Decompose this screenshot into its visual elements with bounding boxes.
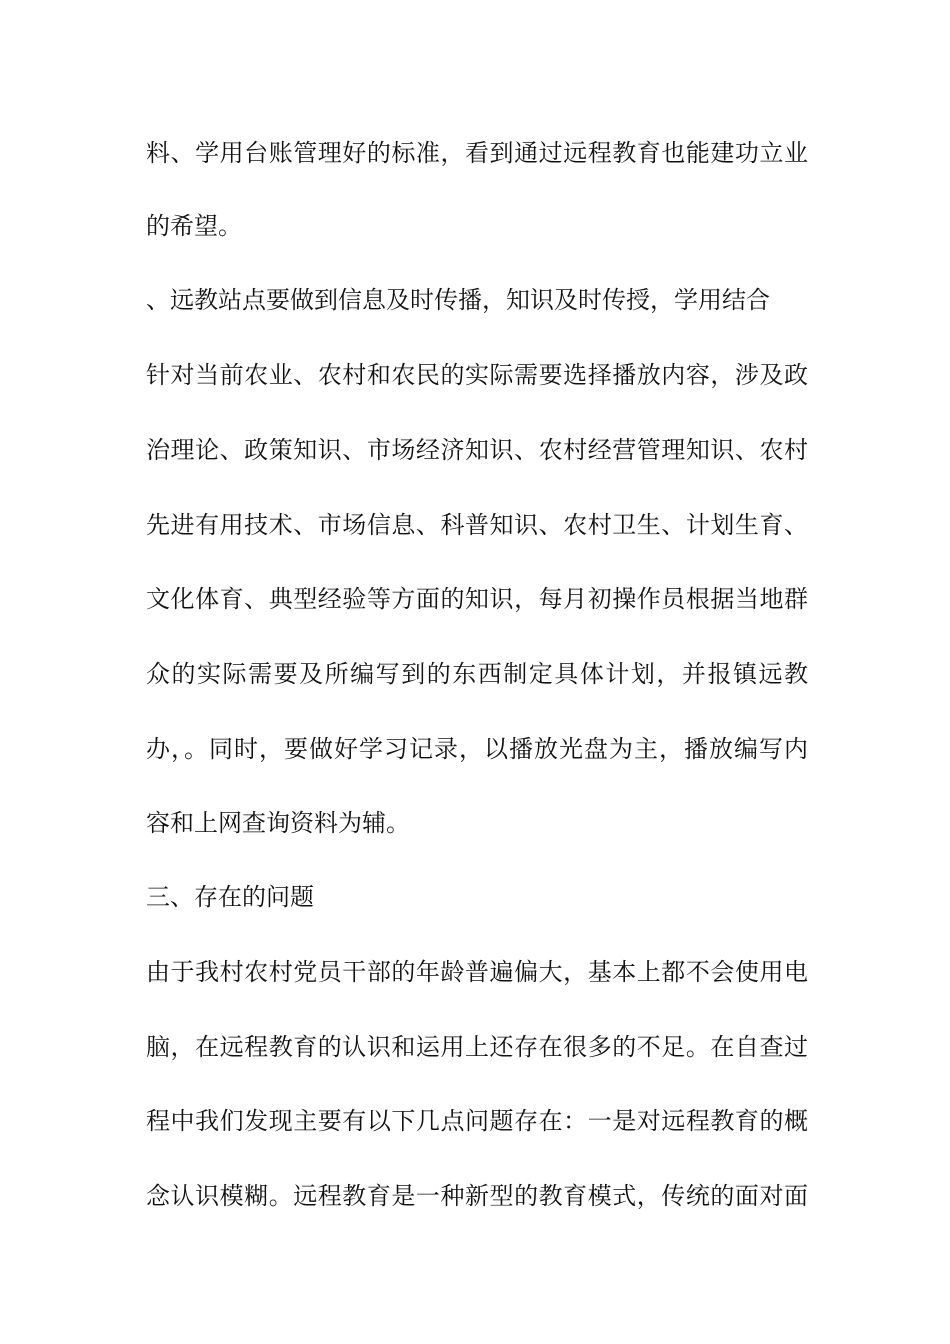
section-heading: 三、存在的问题 bbox=[146, 883, 314, 911]
text-line: 文化体育、典型经验等方面的知识，每月初操作员根据当地群 bbox=[146, 585, 808, 613]
text-line: 料、学用台账管理好的标准，看到通过远程教育也能建功立业 bbox=[146, 139, 808, 167]
text-line: 治理论、政策知识、市场经济知识、农村经营管理知识、农村 bbox=[146, 436, 808, 464]
text-line: 众的实际需要及所编写到的东西制定具体计划，并报镇远教 bbox=[146, 660, 808, 688]
text-line: 念认识模糊。远程教育是一种新型的教育模式，传统的面对面 bbox=[146, 1182, 808, 1210]
text-line: 脑，在远程教育的认识和运用上还存在很多的不足。在自查过 bbox=[146, 1033, 808, 1061]
text-line: 的希望。 bbox=[146, 212, 242, 240]
text-line: 、远教站点要做到信息及时传播，知识及时传授，学用结合 bbox=[146, 286, 770, 314]
text-line: 程中我们发现主要有以下几点问题存在：一是对远程教育的概 bbox=[146, 1107, 808, 1135]
text-line: 由于我村农村党员干部的年龄普遍偏大，基本上都不会使用电 bbox=[146, 958, 808, 986]
text-line: 先进有用技术、市场信息、科普知识、农村卫生、计划生育、 bbox=[146, 511, 808, 539]
text-line: 针对当前农业、农村和农民的实际需要选择播放内容，涉及政 bbox=[146, 361, 808, 389]
text-line: 办，。同时，要做好学习记录，以播放光盘为主，播放编写内 bbox=[146, 735, 808, 763]
text-line: 容和上网查询资料为辅。 bbox=[146, 809, 410, 837]
